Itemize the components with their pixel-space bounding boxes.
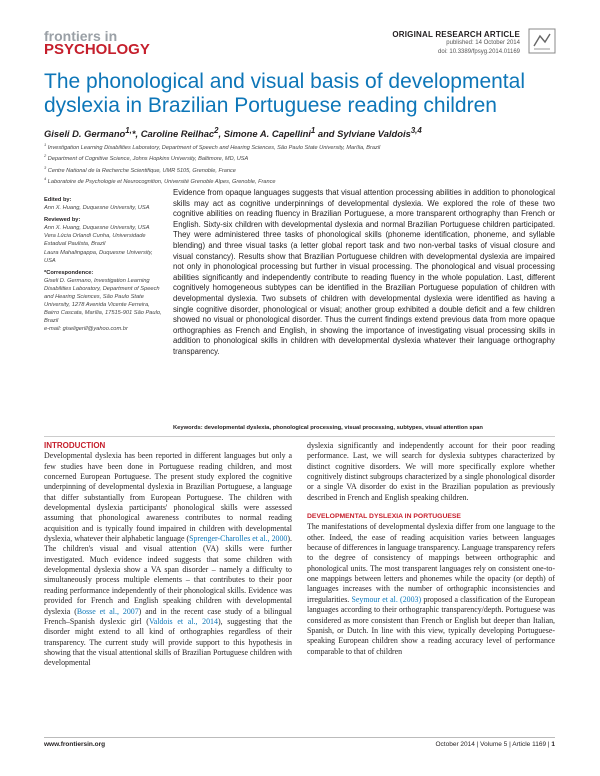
affiliations [44, 141, 380, 186]
citation-link[interactable]: Sprenger-Charolles et al., 2000 [189, 534, 288, 544]
reviewer: Laura Mahalingappa, Duquesne University, USA [44, 249, 153, 264]
reviewer: Vera Lúcia Orlandi Cunha, Universidade Estadual Paulista, Brazil [44, 233, 146, 248]
author-name: Giseli D. Germano [44, 128, 126, 140]
affiliation-item: $^4$ Laboratoire de Psychologie et Neurocognition, Université Grenoble Alpes, Grenoble, France [44, 175, 276, 185]
citation-link[interactable]: Bosse et al., 2007 [76, 606, 139, 616]
author-name: Simone A. Capellini [223, 128, 311, 140]
crossmark-icon [528, 28, 556, 54]
correspondence-label: *Correspondence: [44, 269, 94, 276]
paragraph: dyslexia significantly and independently account for their poor reading performance. Last, we will search for dyslexia subtypes characterized by distinct cognitive disorders. We will more specifically explore whether cognitively distinct subgroups characterized by a single phonological disorder or a single VA disorder do exist in the Brazilian population as previously described in French and English speaking children. [307, 441, 555, 502]
reviewer: Ann X. Huang, Duquesne University, USA [44, 225, 150, 232]
journal-logo-line1: frontiers in [44, 28, 118, 44]
article-title: The phonological and visual basis of developmental dyslexia in Brazilian Portuguese reading children [44, 70, 525, 117]
editor: Ann X. Huang, Duquesne University, USA [44, 205, 150, 212]
citation-link[interactable]: Seymour et al. (2003) [351, 594, 422, 604]
affiliation-item: $^1$ Investigation Learning Disabilities Laboratory, Department of Speech and Hearing Sciences, São Paulo State University, Marília, Brazil [44, 142, 381, 151]
keywords-text: developmental dyslexia, phonological processing, visual processing, subtypes, visual attention span [204, 425, 483, 431]
edited-by-label: Edited by: [44, 197, 72, 203]
author-name: Caroline Reilhac [140, 128, 215, 140]
keywords [173, 425, 555, 431]
section-heading-portuguese: DEVELOPMENTAL DYSLEXIA IN PORTUGUESE [307, 513, 461, 521]
article-meta [392, 30, 520, 57]
editorial-sidebar [44, 192, 162, 334]
author-name: Sylviane Valdois [337, 128, 411, 140]
paragraph: Developmental dyslexia has been reported in different languages but only a few studies have been done in Portuguese reading children, and most concerned European Portuguese. The present study explored the cognitive underpinning of developmental dyslexia in Brazilian Portuguese, a language that differ substantially from European Portuguese. The children with developmental dyslexia participants' phonological skills were assessed assuming that phonological awareness contributes to normal reading acquisition and is typically found impaired in children with developmental dyslexia, whatever their alphabetic language (Sprenger-Charolles et al., 2000). The children's visual and visual attention (VA) skills were further investigated. Much evidence indeed suggests that some children with developmental dyslexia show a VA span disorder – namely a difficulty to simultaneously process multiple elements – that contributes to their poor reading performance independently of their phonological skills. Evidence was provided for French and English speaking children with developmental dyslexia (Bosse et al., 2007) and in the recent case study of a bilingual French–Spanish dyslexic girl (Valdois et al., 2014), suggesting that the disorder might extend to all kind of orthographies regardless of their transparency. The current study will provide support to this hypothesis in showing that the visual attentional skills of Brazilian Portuguese children with developmental [44, 451, 292, 668]
section-heading-introduction: INTRODUCTION [44, 441, 106, 450]
correspondence-email[interactable]: e-mail: giseligerill@yahoo.com.br [44, 326, 128, 333]
article-type: ORIGINAL RESEARCH ARTICLE [392, 30, 520, 39]
published-date: published: 14 October 2014 [446, 40, 520, 46]
doi: doi: 10.3389/fpsyg.2014.01169 [438, 49, 520, 55]
page-number: 1 [551, 741, 555, 748]
keywords-label: Keywords: [173, 425, 203, 431]
abstract: Evidence from opaque languages suggests that visual attention processing abilities in addition to phonological skills may act as cognitive underpinnings of developmental dyslexia. We explored the role of these two cognitive abilities on reading fluency in Brazilian Portuguese, a more transparent orthography than French or English. Sixty-six children with developmental dyslexia and normal Brazilian Portuguese children participated. They were administered three tasks of phonological skills (phoneme identification, phoneme, and syllable blending) and three visual tasks (a letter global report task and two non-verbal tasks of visual closure and visual constancy). Results show that Brazilian Portuguese children with developmental dyslexia are impaired not only in phonological processing but further in visual processing. The phonological and visual processing abilities significantly and independently contribute to reading fluency in the whole population. Last, different cognitively homogeneous subtypes can be identified in the Brazilian Portuguese population of children with developmental dyslexia. Two subsets of children with developmental dyslexia were identified as having a single cognitive disorder, phonological or visual; another group exhibited a double deficit and a few children showed no visual or phonological disorder. Thus the current findings extend previous data from more opaque orthographies as French and English, in showing the importance of investigating visual processing skills in addition to phonological skills in children with developmental dyslexia whatever their language orthography transparency. [173, 188, 555, 356]
paragraph: The manifestations of developmental dyslexia differ from one language to the other. Indeed, the ease of reading acquisition varies between languages because of differences in language transparency. Language transparency refers to the degree of consistency of mappings between orthographic and phonological units. The most transparent languages rely on consistent one-to-one mappings between letters and phonemes while the opacity (or depth) of languages increases with the number of orthographic inconsistencies and irregularities. Seymour et al. (2003) proposed a classification of the European languages according to their orthographic transparency/depth. Portuguese was considered as more consistent than French or English but deeper than Italian, Spanish, or Dutch. In line with this view, typically developing Portuguese-speaking European children show a reading accuracy level of performance comparable to that of children [307, 522, 555, 656]
footer-issue [435, 741, 555, 748]
correspondence-address: Giseli D. Germano, Investigation Learning Disabilities Laboratory, Department of Speech and Hearing Sciences, São Paulo State University, 1278 Avenida Vicente Ferreira, Bairro Cascata, Marília, 17515-901 São Paulo, Brazil [44, 277, 162, 325]
footer-divider [44, 737, 555, 738]
body-column-left [44, 441, 292, 669]
journal-logo-line2: PSYCHOLOGY [44, 41, 150, 58]
reviewed-by-label: Reviewed by: [44, 217, 81, 224]
footer-site-link[interactable]: www.frontiersin.org [44, 741, 106, 748]
body-column-right [307, 441, 555, 657]
citation-link[interactable]: Valdois et al., 2014 [148, 616, 218, 626]
author-list: Giseli D. Germano$^{1,}$*, Caroline Reilhac$^2$, Simone A. Capellini$^1$ and Sylviane Valdois$^{3,4}$ [44, 126, 422, 140]
affiliation-item: $^3$ Centre National de la Recherche Scientifique, UMR 5105, Grenoble, France [44, 164, 236, 174]
divider [44, 436, 555, 437]
affiliation-item: $^2$ Department of Cognitive Science, Johns Hopkins University, Baltimore, MD, USA [44, 153, 249, 163]
journal-logo [44, 30, 174, 57]
issue-info: October 2014 | Volume 5 | Article 1169 | [435, 741, 550, 748]
